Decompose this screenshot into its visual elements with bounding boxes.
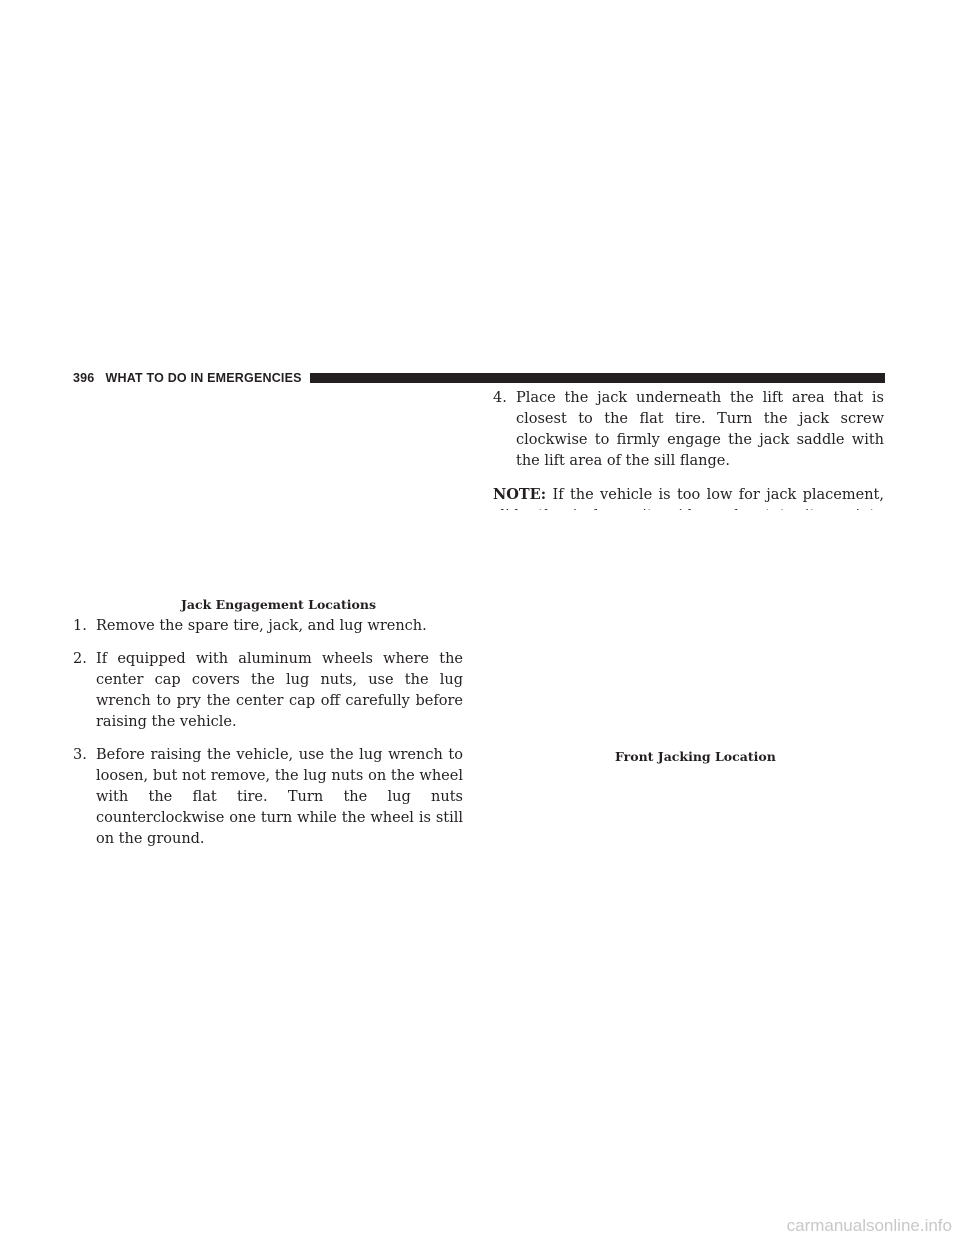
step-text: Before raising the vehicle, use the lug wrench to loosen, but not remove, the lug nuts on the wheel with the flat tire. Turn the lug nuts counterclockwise one turn while the wheel is still on the ground.	[96, 747, 463, 847]
page-number: 396	[73, 371, 95, 385]
section-title: WHAT TO DO IN EMERGENCIES	[105, 371, 302, 385]
step-text: Remove the spare tire, jack, and lug wrench.	[96, 618, 427, 634]
step-number: 4.	[493, 390, 507, 406]
page-header	[73, 370, 885, 386]
jack-engagement-figure	[73, 395, 463, 590]
header-rule	[310, 373, 885, 383]
step-1	[73, 616, 463, 637]
step-text: Place the jack underneath the lift area that is closest to the flat tire. Turn the jack screw clockwise to firmly engage the jack saddle with the lift area of the sill flange.	[516, 390, 884, 469]
step-3	[73, 745, 463, 850]
note-text: If the vehicle is too low for jack placement,	[552, 487, 884, 503]
step-2	[73, 649, 463, 733]
step-text: If equipped with aluminum wheels where the center cap covers the lug nuts, use the lug wrench to pry the center cap off carefully before raising the vehicle.	[96, 651, 463, 730]
front-jacking-figure	[493, 510, 884, 740]
step-number: 1.	[73, 618, 87, 634]
note-label: NOTE:	[493, 486, 547, 503]
left-column	[73, 616, 463, 862]
watermark: carmanualsonline.info	[786, 1216, 952, 1235]
step-number: 2.	[73, 651, 87, 667]
step-4	[493, 388, 884, 472]
figure-caption-jack-engagement: Jack Engagement Locations	[181, 597, 377, 612]
step-number: 3.	[73, 747, 87, 763]
figure-caption-front-jacking: Front Jacking Location	[615, 749, 776, 764]
